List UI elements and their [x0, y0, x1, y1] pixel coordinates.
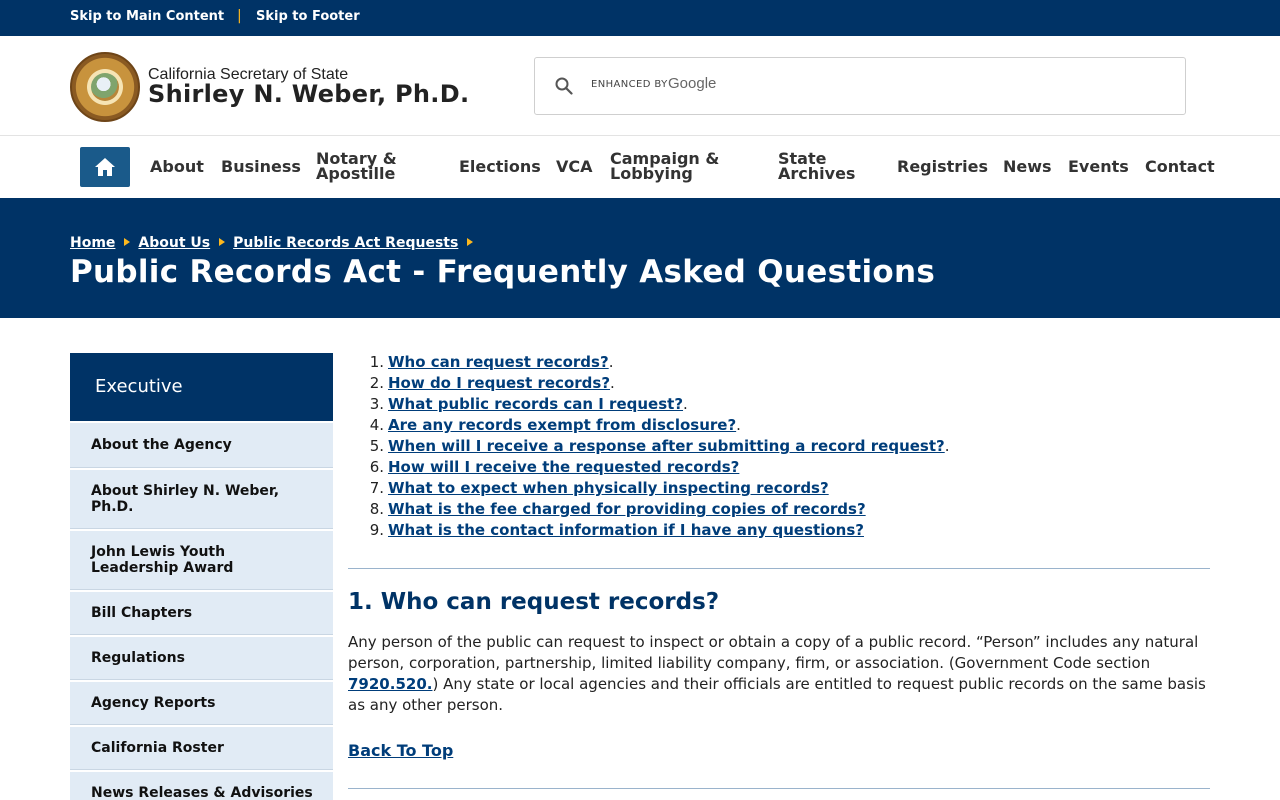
toc-item: [348, 437, 950, 458]
nav-registries[interactable]: Registries: [897, 157, 989, 176]
toc-item: [348, 374, 950, 395]
sidebar-item-california-roster[interactable]: California Roster: [70, 725, 333, 770]
sidebar-item-about-weber[interactable]: About Shirley N. Weber, Ph.D.: [70, 468, 333, 529]
back-to-top-link[interactable]: Back To Top: [348, 741, 454, 760]
breadcrumb: [70, 235, 481, 251]
breadcrumb-home[interactable]: Home: [70, 235, 116, 251]
nav-campaign-lobbying[interactable]: [610, 151, 719, 181]
toc-suffix: .: [608, 353, 614, 371]
toc-link[interactable]: How do I request records?: [388, 374, 611, 392]
toc-item: [348, 521, 950, 542]
sidebar-item-agency-reports[interactable]: Agency Reports: [70, 680, 333, 725]
nav-campaign-line1: Campaign &: [610, 149, 720, 168]
toc-link[interactable]: What public records can I request?: [388, 395, 684, 413]
nav-news[interactable]: News: [1003, 157, 1052, 176]
state-seal-icon[interactable]: [70, 52, 140, 122]
toc-number: 5.: [369, 437, 384, 455]
toc-suffix: .: [944, 437, 950, 455]
toc-item: [348, 479, 950, 500]
toc-item: [348, 500, 950, 521]
nav-vca[interactable]: VCA: [556, 157, 593, 176]
section-body: [348, 632, 1210, 716]
breadcrumb-public-records[interactable]: Public Records Act Requests: [233, 235, 459, 251]
breadcrumb-arrow-icon: [124, 238, 130, 246]
home-button[interactable]: [80, 147, 130, 187]
toc-number: 8.: [369, 500, 384, 518]
section-heading: 1. Who can request records?: [348, 589, 720, 615]
toc-link[interactable]: Are any records exempt from disclosure?: [388, 416, 737, 434]
toc-suffix: .: [683, 395, 688, 413]
divider: [348, 568, 1210, 569]
skip-bar: [0, 0, 1280, 36]
toc-suffix: .: [736, 416, 741, 434]
toc-number: 7.: [369, 479, 384, 497]
nav-about[interactable]: About: [150, 157, 204, 176]
nav-archives-line1: State: [778, 149, 827, 168]
search-box[interactable]: [534, 57, 1186, 115]
sidebar-item-regulations[interactable]: Regulations: [70, 635, 333, 680]
toc-item: [348, 416, 950, 437]
site-subtitle[interactable]: California Secretary of State: [148, 66, 349, 83]
toc-link[interactable]: When will I receive a response after submitting a record request?: [388, 437, 945, 455]
toc-number: 4.: [369, 416, 384, 434]
skip-to-main-link[interactable]: Skip to Main Content: [70, 9, 225, 24]
breadcrumb-about-us[interactable]: About Us: [138, 235, 211, 251]
toc-link[interactable]: How will I receive the requested records?: [388, 458, 740, 476]
skip-to-footer-link[interactable]: Skip to Footer: [256, 9, 360, 24]
nav-state-archives[interactable]: [778, 151, 855, 181]
toc-number: 6.: [369, 458, 384, 476]
toc-link[interactable]: Who can request records?: [388, 353, 609, 371]
nav-elections[interactable]: Elections: [459, 157, 541, 176]
sidebar-item-john-lewis-award[interactable]: John Lewis Youth Leadership Award: [70, 529, 333, 590]
toc-item: [348, 353, 950, 374]
nav-notary-line1: Notary &: [316, 149, 397, 168]
divider: [348, 788, 1210, 789]
site-header: [0, 36, 1280, 136]
nav-notary-apostille[interactable]: [316, 151, 397, 181]
toc-suffix: .: [610, 374, 615, 392]
search-enhanced-label: ENHANCED BY: [591, 79, 668, 90]
page-title: Public Records Act - Frequently Asked Questions: [70, 254, 936, 290]
breadcrumb-arrow-icon: [219, 238, 225, 246]
section-text: ) Any state or local agencies and their officials are entitled to request public records on the same basis as any other person.: [348, 675, 1206, 714]
nav-events[interactable]: Events: [1068, 157, 1129, 176]
skip-separator: |: [237, 8, 242, 24]
toc-link[interactable]: What to expect when physically inspecting records?: [388, 479, 829, 497]
toc-item: [348, 458, 950, 479]
toc-number: 1.: [369, 353, 384, 371]
sidebar-item-news-releases[interactable]: News Releases & Advisories: [70, 770, 333, 800]
breadcrumb-arrow-icon: [467, 238, 473, 246]
toc-number: 2.: [369, 374, 384, 392]
toc-link[interactable]: What is the contact information if I have any questions?: [388, 521, 864, 539]
faq-toc: [348, 353, 950, 542]
gov-code-link[interactable]: 7920.520.: [348, 675, 433, 693]
nav-notary-line2: Apostille: [316, 164, 396, 183]
toc-number: 3.: [369, 395, 384, 413]
toc-item: [348, 395, 950, 416]
toc-link[interactable]: What is the fee charged for providing copies of records?: [388, 500, 866, 518]
nav-contact[interactable]: Contact: [1145, 157, 1215, 176]
sidebar: [70, 353, 333, 800]
section-text: Any person of the public can request to inspect or obtain a copy of a public record. “Person” includes any natural person, corporation, partnership, limited liability company, firm, or association. (Government Code section: [348, 633, 1199, 672]
sidebar-item-bill-chapters[interactable]: Bill Chapters: [70, 590, 333, 635]
main-nav: [0, 137, 1280, 198]
sidebar-heading[interactable]: Executive: [70, 353, 333, 421]
nav-campaign-line2: Lobbying: [610, 164, 693, 183]
nav-archives-line2: Archives: [778, 164, 856, 183]
sidebar-item-about-agency[interactable]: About the Agency: [70, 421, 333, 468]
nav-business[interactable]: Business: [221, 157, 301, 176]
home-icon: [94, 157, 116, 177]
search-google-label: Google: [668, 75, 717, 92]
site-title[interactable]: Shirley N. Weber, Ph.D.: [148, 80, 470, 108]
page-title-band: [0, 198, 1280, 318]
search-icon[interactable]: [555, 77, 573, 95]
search-input[interactable]: [735, 68, 1165, 106]
toc-number: 9.: [369, 521, 384, 539]
